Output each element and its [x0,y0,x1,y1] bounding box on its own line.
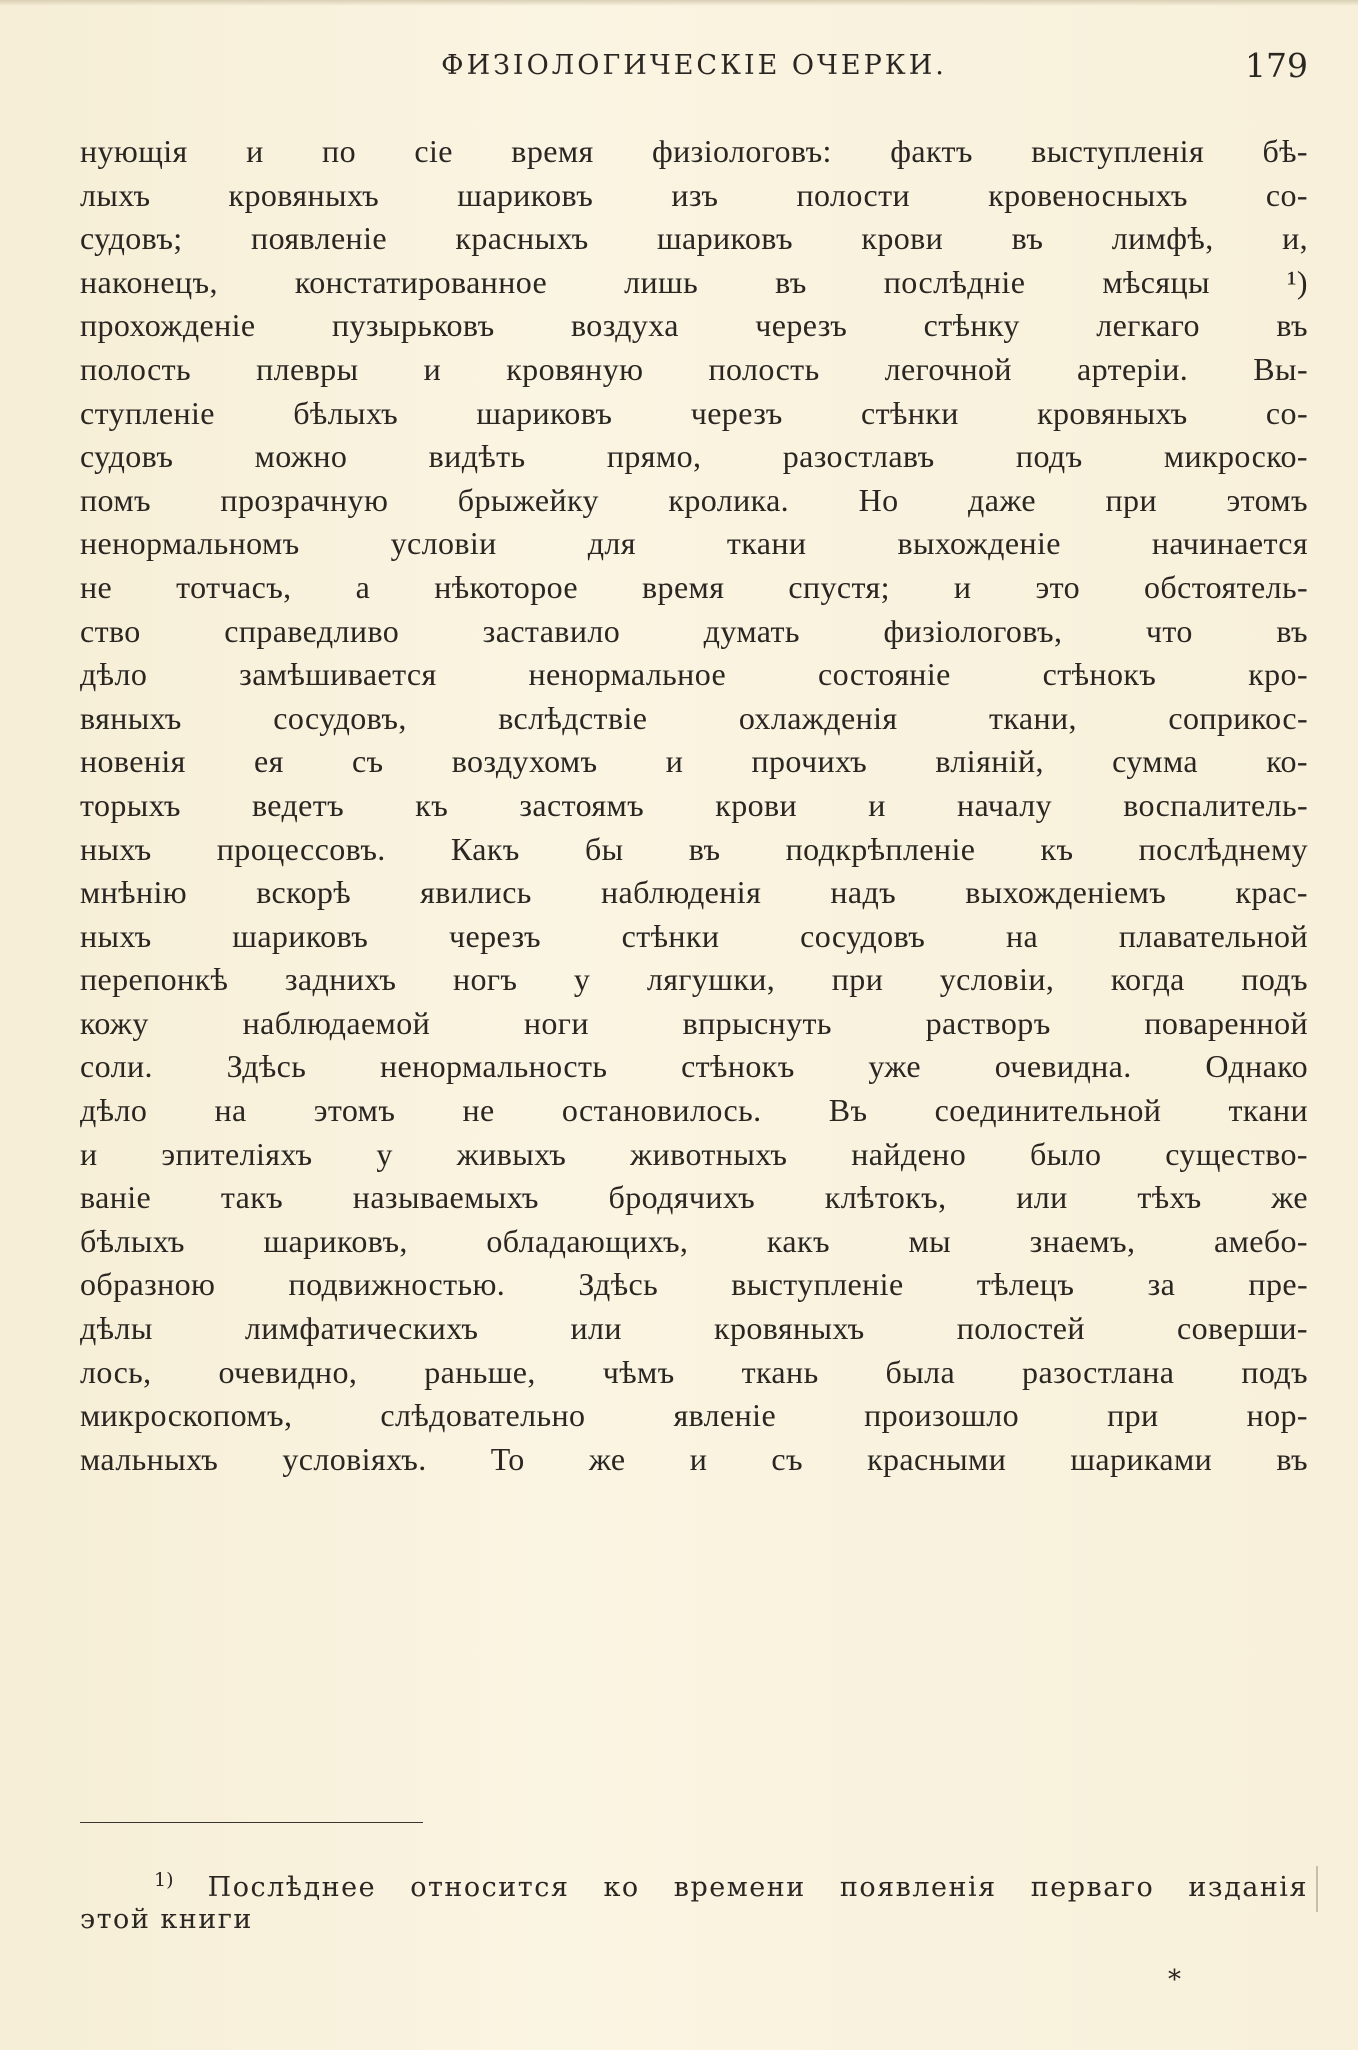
text-line: ныхъ шариковъ черезъ стѣнки сосудовъ на плавательной [80,917,1308,954]
text-line: ваніе такъ называемыхъ бродячихъ клѣтокъ, или тѣхъ же [80,1179,1308,1216]
footnote [80,1860,1308,1940]
text-line: нующія и по сіе время физіологовъ: фактъ выступленія бѣ- [80,133,1308,169]
footnote-rule [80,1822,423,1823]
text-line: кожу наблюдаемой ноги впрыснуть растворъ поваренной [80,1004,1308,1041]
text-line: ступленіе бѣлыхъ шариковъ черезъ стѣнки кровяныхъ со- [80,394,1308,431]
text-line: и эпителіяхъ у живыхъ животныхъ найдено было существо- [80,1135,1308,1172]
text-line: помъ прозрачную брыжейку кролика. Но даже при этомъ [80,481,1308,518]
text-line: соли. Здѣсь ненормальность стѣнокъ уже очевидна. Однако [80,1048,1308,1085]
body-text [80,130,1308,1481]
signature-mark: * [1168,1965,1181,1995]
footnote-marker: 1) [154,1869,174,1891]
text-line: прохожденіе пузырьковъ воздуха черезъ стѣнку легкаго въ [80,307,1308,344]
text-line: наконецъ, констатированное лишь въ послѣдніе мѣсяцы ¹) [80,263,1308,300]
page-header [80,40,1308,92]
text-line: судовъ; появленіе красныхъ шариковъ крови въ лимфѣ, и, [80,220,1308,257]
text-line: дѣлы лимфатическихъ или кровяныхъ полостей соверши- [80,1310,1308,1347]
text-line: новенія ея съ воздухомъ и прочихъ вліяній, сумма ко- [80,743,1308,780]
text-line: микроскопомъ, слѣдовательно явленіе произошло при нор- [80,1397,1308,1434]
text-line: лыхъ кровяныхъ шариковъ изъ полости кровеносныхъ со- [80,176,1308,213]
text-line: дѣло на этомъ не остановилось. Въ соединительной ткани [80,1092,1308,1129]
text-line: торыхъ ведетъ къ застоямъ крови и началу воспалитель- [80,786,1308,823]
text-line: мальныхъ условіяхъ. То же и съ красными шариками въ [80,1440,1308,1477]
text-line: дѣло замѣшивается ненормальное состояніе стѣнокъ кро- [80,656,1308,693]
text-line: ненормальномъ условіи для ткани выхожденіе начинается [80,525,1308,562]
text-line: образною подвижностью. Здѣсь выступленіе тѣлецъ за пре- [80,1266,1308,1303]
text-line: перепонкѣ заднихъ ногъ у лягушки, при условіи, когда подъ [80,961,1308,998]
text-line: лось, очевидно, раньше, чѣмъ ткань была разостлана подъ [80,1353,1308,1390]
footnote-text-2: этой книги [80,1904,253,1935]
text-line: бѣлыхъ шариковъ, обладающихъ, какъ мы знаемъ, амебо- [80,1222,1308,1259]
footnote-line-1 [80,1860,1308,1903]
page-top-edge [0,0,1358,6]
footnote-text-1: Послѣднее относится ко времени появленія перваго изданія [207,1872,1308,1903]
text-line: не тотчасъ, а нѣкоторое время спустя; и это обстоятель- [80,568,1308,605]
text-line: мнѣнію вскорѣ явились наблюденія надъ выхожденіемъ крас- [80,874,1308,911]
text-line: ство справедливо заставило думать физіологовъ, что въ [80,612,1308,649]
margin-mark [1316,1866,1318,1912]
text-line: вяныхъ сосудовъ, вслѣдствіе охлажденія ткани, соприкос- [80,699,1308,736]
text-line: полость плевры и кровяную полость легочной артеріи. Вы- [80,350,1308,387]
running-head: ФИЗІОЛОГИЧЕСКІЕ ОЧЕРКИ. [441,50,947,81]
page-number: 179 [1245,46,1308,85]
text-line: ныхъ процессовъ. Какъ бы въ подкрѣпленіе къ послѣднему [80,830,1308,867]
text-line: судовъ можно видѣть прямо, разостлавъ подъ микроско- [80,438,1308,475]
